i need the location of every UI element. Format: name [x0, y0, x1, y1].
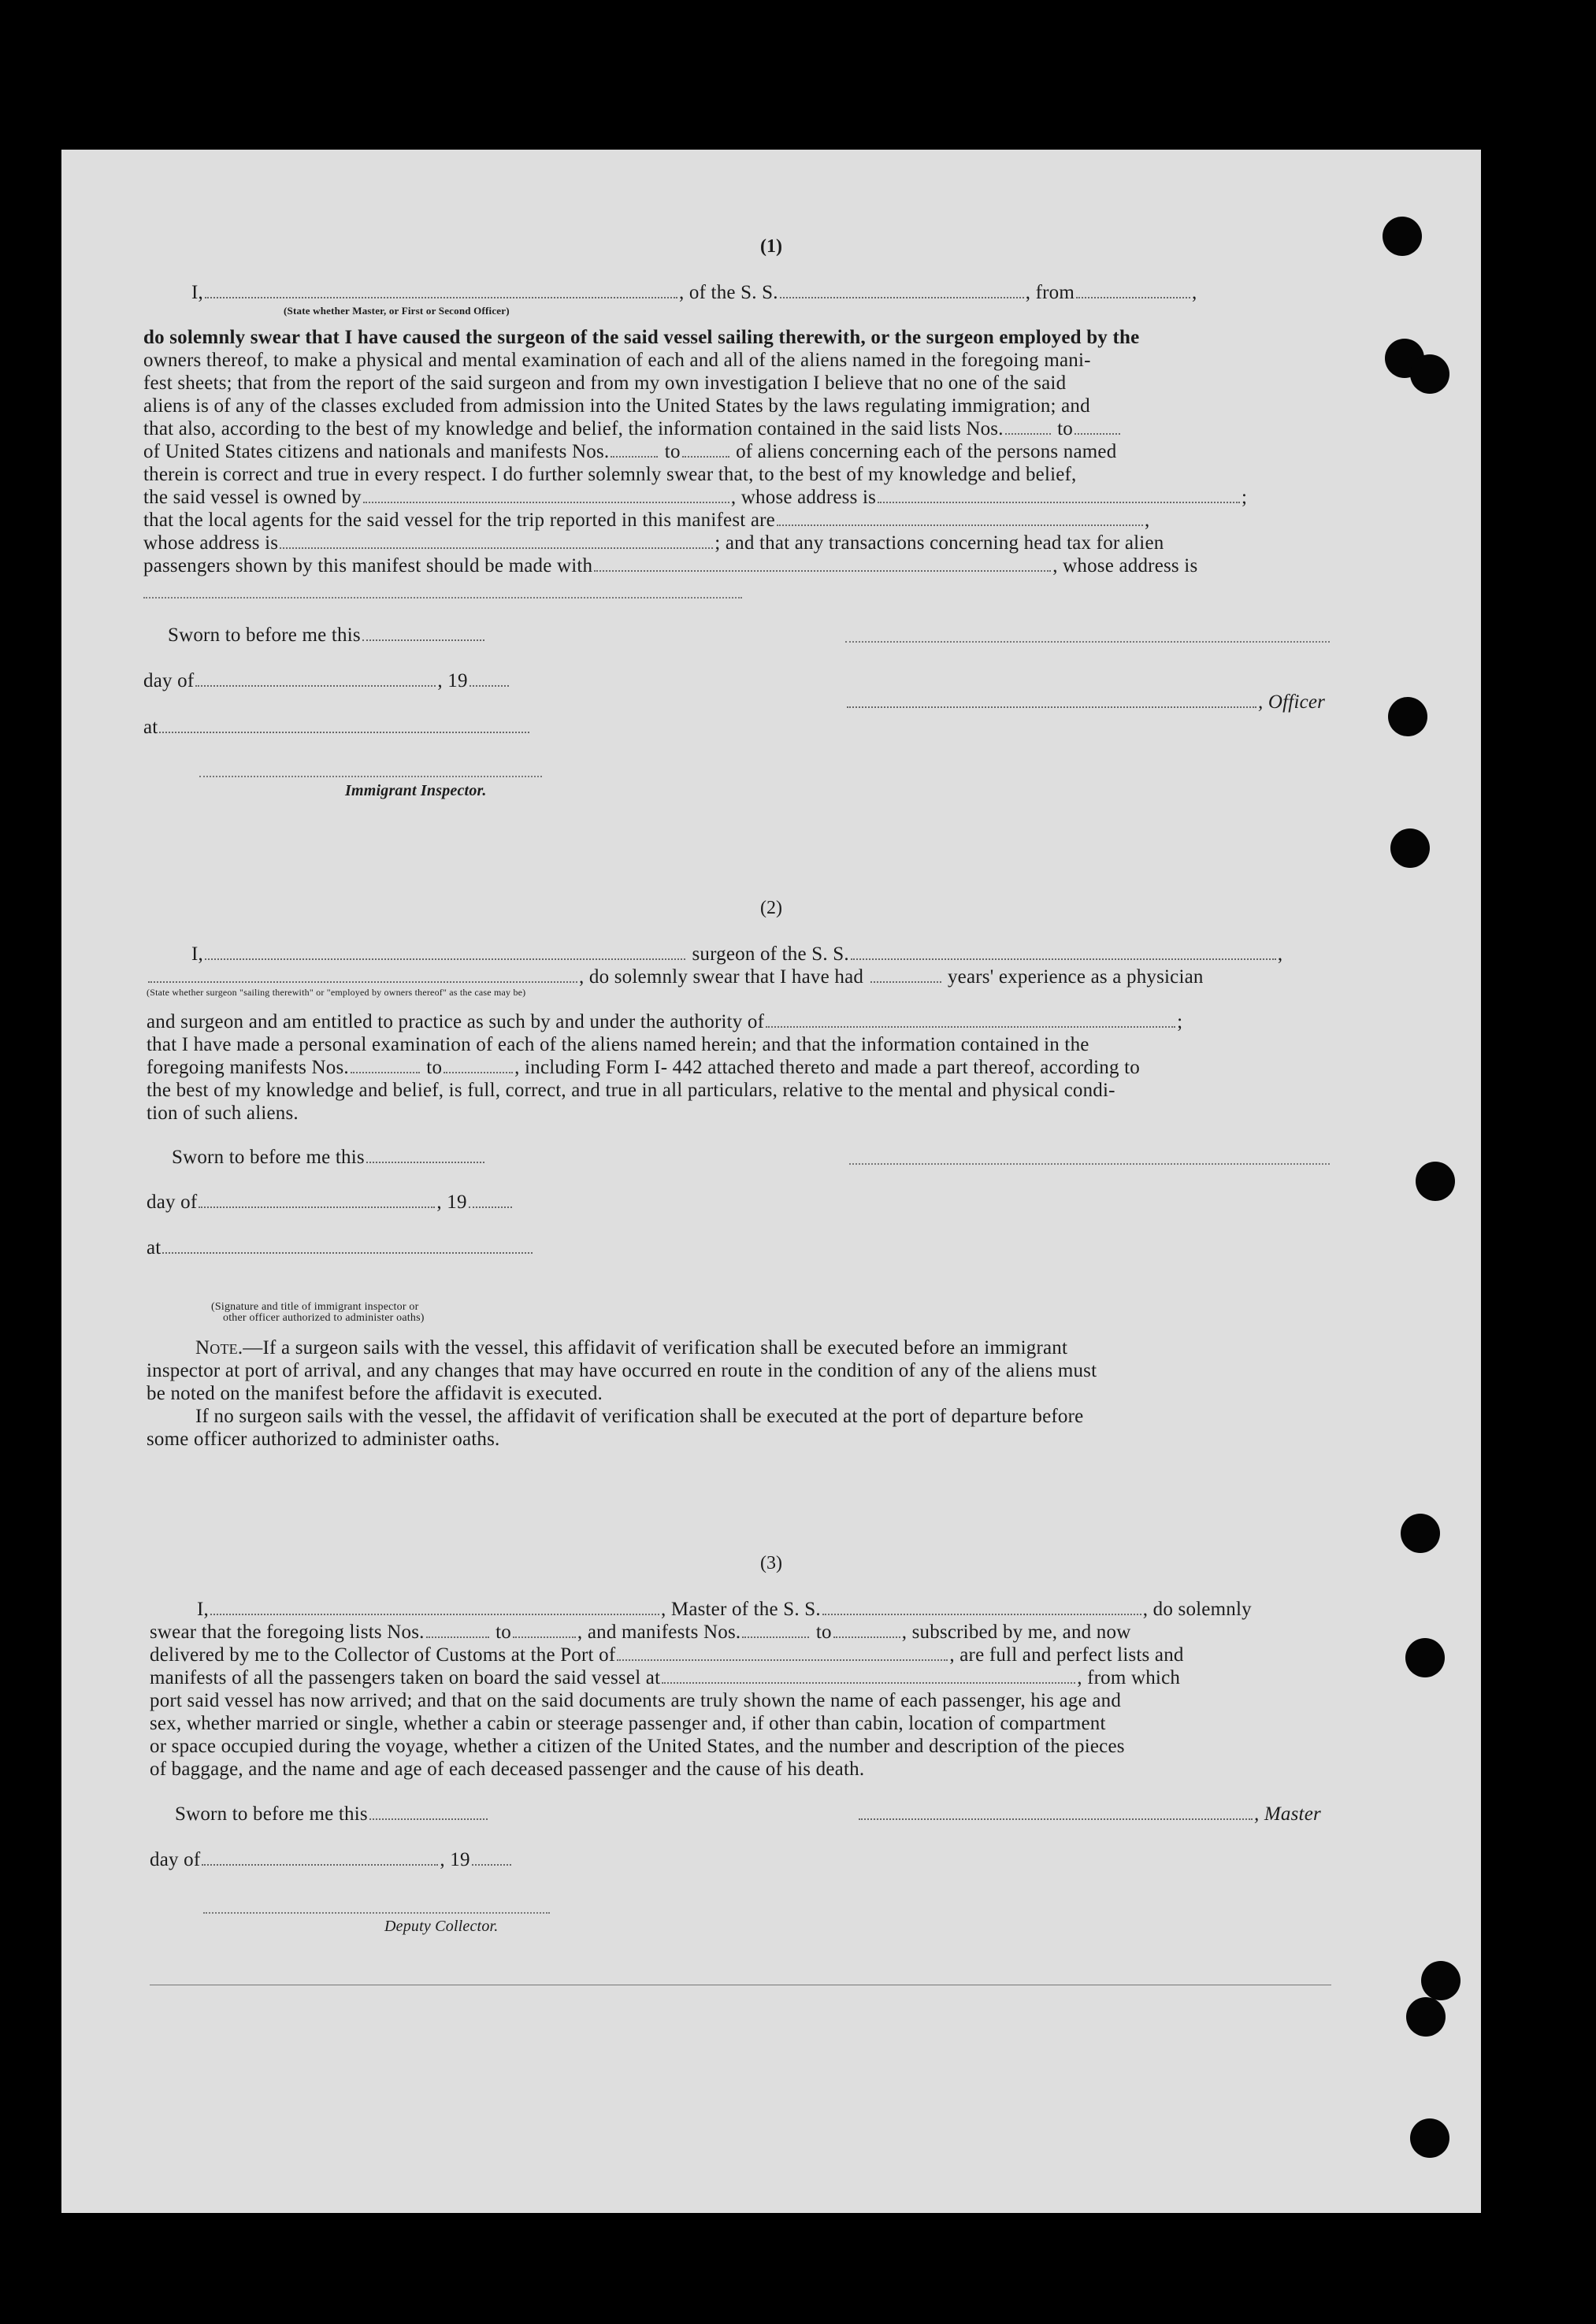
- s3-line2: [150, 1622, 1130, 1644]
- s1-line1: I, , of the S. S. , from ,: [191, 282, 1197, 303]
- s2-surgeon-of: surgeon of the S. S.: [692, 943, 849, 965]
- s1-at-field[interactable]: [159, 717, 529, 733]
- s1-manifests-from-field[interactable]: [611, 442, 658, 458]
- s3-day-field[interactable]: [202, 1850, 438, 1866]
- s3-lists-to-field[interactable]: [513, 1622, 576, 1638]
- s1-transactions-label: passengers shown by this manifest should be made with: [143, 555, 593, 576]
- s1-at: [143, 717, 531, 739]
- s2-day-field[interactable]: [199, 1192, 435, 1208]
- s1-of-ss: , of the S. S.: [678, 282, 778, 303]
- s3-year-label: , 19: [440, 1849, 470, 1870]
- s1-manifests-label: of United States citizens and nationals and manifests Nos.: [143, 441, 610, 462]
- s1-head-tax: ; and that any transactions concerning head tax for alien: [714, 532, 1164, 554]
- s3-master: [857, 1803, 1321, 1825]
- s3-lists-to: to: [496, 1622, 511, 1643]
- s3-full-lists: , are full and perfect lists and: [949, 1644, 1184, 1666]
- s3-i: I,: [197, 1599, 209, 1620]
- binder-hole: [1410, 2118, 1449, 2158]
- s1-para-line4: aliens is of any of the classes excluded from admission into the United States by the laws regulating immigration; and: [143, 395, 1090, 417]
- s1-para-line10: [143, 532, 1164, 554]
- s1-signature-line[interactable]: [845, 641, 1330, 643]
- s2-note-line4: If no surgeon sails with the vessel, the affidavit of verification shall be executed at the port of departure before: [195, 1406, 1084, 1427]
- s2-line6: the best of my knowledge and belief, is full, correct, and true in all particulars, relative to the mental and physical condi-: [147, 1080, 1115, 1101]
- s3-day: [150, 1849, 513, 1871]
- s2-comma: ,: [1277, 943, 1283, 965]
- s2-note-label: Note.: [195, 1337, 243, 1358]
- s2-authority-label: and surgeon and am entitled to practice as such by and under the authority of: [147, 1011, 765, 1032]
- s1-year-field[interactable]: [470, 671, 509, 687]
- s2-line2: [147, 966, 1204, 988]
- section-2-number: (2): [760, 898, 782, 918]
- binder-hole: [1405, 1638, 1445, 1677]
- s2-line7: tion of such aliens.: [147, 1103, 299, 1124]
- s2-sworn: [172, 1147, 486, 1169]
- s1-year-label: , 19: [437, 670, 468, 691]
- s3-taken-label: manifests of all the passengers taken on board the said vessel at: [150, 1667, 661, 1688]
- s2-year-label: , 19: [436, 1192, 467, 1213]
- binder-hole: [1421, 1961, 1461, 2000]
- s3-master-label: , Master: [1254, 1803, 1321, 1825]
- s2-sworn-field[interactable]: [366, 1147, 484, 1163]
- s1-para-line9: [143, 510, 1149, 532]
- s1-para-line8: [143, 487, 1247, 509]
- s1-para-line5: [143, 418, 1122, 440]
- s3-day-label: day of: [150, 1849, 201, 1870]
- s2-semicolon: ;: [1177, 1011, 1183, 1032]
- s2-manifests-to: to: [426, 1057, 443, 1078]
- s2-manifests-to-field[interactable]: [444, 1058, 513, 1073]
- s2-i: I,: [191, 943, 203, 965]
- s1-day-label: day of: [143, 670, 195, 691]
- s1-sworn: [168, 625, 486, 647]
- s1-officer-label: , Officer: [1258, 691, 1326, 713]
- s1-inspector-label: Immigrant Inspector.: [345, 782, 487, 799]
- section-3-number: (3): [760, 1553, 782, 1573]
- s1-officer-field[interactable]: [205, 283, 677, 298]
- s3-master-sign-field[interactable]: [859, 1804, 1253, 1820]
- s2-manifests-from-field[interactable]: [351, 1058, 420, 1073]
- s3-solemnly: , do solemnly: [1142, 1599, 1252, 1620]
- s2-vessel-field[interactable]: [851, 944, 1276, 960]
- binder-hole: [1383, 217, 1422, 256]
- s3-master-name-field[interactable]: [210, 1599, 659, 1615]
- s3-manifests-from-field[interactable]: [742, 1622, 809, 1638]
- s1-owned-by: the said vessel is owned by: [143, 487, 362, 508]
- s2-day-label: day of: [147, 1192, 198, 1213]
- s3-line4: [150, 1667, 1180, 1689]
- s1-owner-address-label: , whose address is: [730, 487, 877, 508]
- s1-manifests-tail: of aliens concerning each of the persons named: [736, 441, 1117, 462]
- s2-year-field[interactable]: [469, 1192, 512, 1208]
- s1-vessel-field[interactable]: [780, 283, 1024, 298]
- s2-experience: years' experience as a physician: [947, 966, 1204, 988]
- s1-manifests-to: to: [664, 441, 681, 462]
- s3-sworn-label: Sworn to before me this: [175, 1803, 368, 1825]
- s3-taken-field[interactable]: [662, 1668, 1075, 1684]
- s2-caption-surgeon: (State whether surgeon "sailing therewith" or "employed by owners thereof" as the case may be): [147, 987, 526, 998]
- s1-comma: ,: [1144, 510, 1150, 531]
- s3-port-label: delivered by me to the Collector of Customs at the Port of: [150, 1644, 616, 1666]
- s2-form-text: , including Form I- 442 attached thereto and made a part thereof, according to: [514, 1057, 1140, 1078]
- s1-i: I,: [191, 282, 203, 303]
- form-page: [61, 150, 1481, 2213]
- s2-manifests-label: foregoing manifests Nos.: [147, 1057, 349, 1078]
- s1-caption-officer: (State whether Master, or First or Second Officer): [284, 305, 510, 317]
- s1-transactions-field[interactable]: [594, 556, 1051, 572]
- s1-manifests-to-field[interactable]: [682, 442, 729, 458]
- s1-from: , from: [1025, 282, 1075, 303]
- s2-at-label: at: [147, 1237, 161, 1258]
- s1-lists-label: that also, according to the best of my knowledge and belief, the information contained in the said lists Nos.: [143, 418, 1004, 439]
- s3-lists-label: swear that the foregoing lists Nos.: [150, 1622, 425, 1643]
- s2-note-line2: inspector at port of arrival, and any changes that may have occurred en route in the condition of any of the aliens must: [147, 1360, 1097, 1381]
- s1-inspector-line[interactable]: [199, 776, 542, 777]
- s3-line6: sex, whether married or single, whether a cabin or steerage passenger and, if other than cabin, location of compartment: [150, 1713, 1106, 1734]
- s2-sworn-label: Sworn to before me this: [172, 1147, 365, 1168]
- s1-para-line1: do solemnly swear that I have caused the surgeon of the said vessel sailing therewith, or the surgeon employed by the: [143, 327, 1140, 348]
- s2-sig-caption-2: other officer authorized to administer oaths): [223, 1312, 425, 1324]
- s2-note-line3: be noted on the manifest before the affidavit is executed.: [147, 1383, 603, 1404]
- s2-solemnly: , do solemnly swear that I have had: [579, 966, 864, 988]
- binder-hole: [1388, 697, 1427, 736]
- s3-line5: port said vessel has now arrived; and that on the said documents are truly shown the name of each passenger, his age and: [150, 1690, 1122, 1711]
- s3-from-which: , from which: [1077, 1667, 1181, 1688]
- s2-line3: [147, 1011, 1182, 1033]
- s3-manifests-to-field[interactable]: [833, 1622, 900, 1638]
- binder-hole: [1406, 1997, 1446, 2037]
- s1-from-field[interactable]: [1076, 283, 1190, 298]
- s2-line5: [147, 1057, 1140, 1079]
- s3-master-of: , Master of the S. S.: [660, 1599, 821, 1620]
- s2-authority-field[interactable]: [766, 1012, 1175, 1028]
- binder-hole: [1401, 1514, 1440, 1553]
- s2-day: [147, 1192, 514, 1214]
- binder-hole: [1416, 1162, 1455, 1201]
- s2-signature-line[interactable]: [849, 1163, 1330, 1165]
- s1-lists-to: to: [1057, 418, 1073, 439]
- s3-subscribed: , subscribed by me, and now: [901, 1622, 1131, 1643]
- s3-collector-label: Deputy Collector.: [384, 1918, 499, 1935]
- s3-year-field[interactable]: [472, 1850, 511, 1866]
- s1-officer-sign-field[interactable]: [847, 692, 1256, 708]
- s1-semicolon: ;: [1242, 487, 1248, 508]
- s3-line3: [150, 1644, 1184, 1666]
- s1-at-label: at: [143, 717, 158, 738]
- s2-at-field[interactable]: [162, 1238, 533, 1254]
- s1-day: [143, 670, 510, 692]
- s1-address-line[interactable]: [143, 597, 742, 599]
- s1-agents-address-label: whose address is: [143, 532, 279, 554]
- s3-collector-line[interactable]: [203, 1912, 550, 1914]
- s1-agents-address-field[interactable]: [280, 533, 713, 549]
- s2-sig-caption-1: (Signature and title of immigrant inspector or: [211, 1301, 419, 1313]
- s1-para-line6: [143, 441, 1116, 463]
- section-1-number: (1): [760, 236, 782, 257]
- s2-note-line1: [195, 1337, 1067, 1359]
- s3-manifests-to: to: [815, 1622, 832, 1643]
- s2-surgeon-name-field[interactable]: [205, 944, 685, 960]
- s1-para-line11: [143, 555, 1197, 577]
- s1-day-field[interactable]: [195, 671, 436, 687]
- s2-note-line5: some officer authorized to administer oaths.: [147, 1429, 500, 1450]
- s2-note-text1: —If a surgeon sails with the vessel, this affidavit of verification shall be executed before an immigrant: [243, 1337, 1068, 1358]
- binder-hole: [1410, 354, 1449, 394]
- s1-officer: [845, 691, 1325, 714]
- s1-sworn-label: Sworn to before me this: [168, 625, 361, 646]
- s1-lists-to-field[interactable]: [1075, 419, 1120, 435]
- s3-vessel-field[interactable]: [822, 1599, 1141, 1615]
- s3-line8: of baggage, and the name and age of each deceased passenger and the cause of his death.: [150, 1759, 865, 1780]
- s1-para-line2: owners thereof, to make a physical and mental examination of each and all of the aliens named in the foregoing mani-: [143, 350, 1091, 371]
- s2-line4: that I have made a personal examination of each of the aliens named herein; and that the information contained in the: [147, 1034, 1089, 1055]
- s3-sworn-field[interactable]: [369, 1804, 488, 1820]
- s1-para-line3: fest sheets; that from the report of the said surgeon and from my own investigation I believe that no one of the said: [143, 373, 1067, 394]
- s1-para-line7: therein is correct and true in every respect. I do further solemnly swear that, to the best of my knowledge and belief,: [143, 464, 1077, 485]
- s2-line1: [191, 943, 1282, 966]
- s1-owner-field[interactable]: [363, 487, 729, 503]
- s1-owner-address-field[interactable]: [878, 487, 1240, 503]
- s3-port-field[interactable]: [617, 1645, 948, 1661]
- s3-manifests-label: , and manifests Nos.: [577, 1622, 741, 1643]
- s1-transactions-address-label: , whose address is: [1052, 555, 1198, 576]
- s1-sworn-field[interactable]: [362, 625, 484, 641]
- s1-agents-label: that the local agents for the said vessel for the trip reported in this manifest are: [143, 510, 775, 531]
- s1-agents-field[interactable]: [777, 510, 1143, 526]
- s3-lists-from-field[interactable]: [426, 1622, 489, 1638]
- s3-line7: or space occupied during the voyage, whether a citizen of the United States, and the number and description of the pieces: [150, 1736, 1125, 1757]
- s2-years-field[interactable]: [870, 967, 941, 983]
- binder-hole: [1390, 828, 1430, 868]
- s2-at: [147, 1237, 534, 1259]
- s2-status-field[interactable]: [148, 967, 577, 983]
- s3-line1: [197, 1599, 1252, 1621]
- s3-sworn: [175, 1803, 489, 1825]
- s1-lists-from-field[interactable]: [1005, 419, 1051, 435]
